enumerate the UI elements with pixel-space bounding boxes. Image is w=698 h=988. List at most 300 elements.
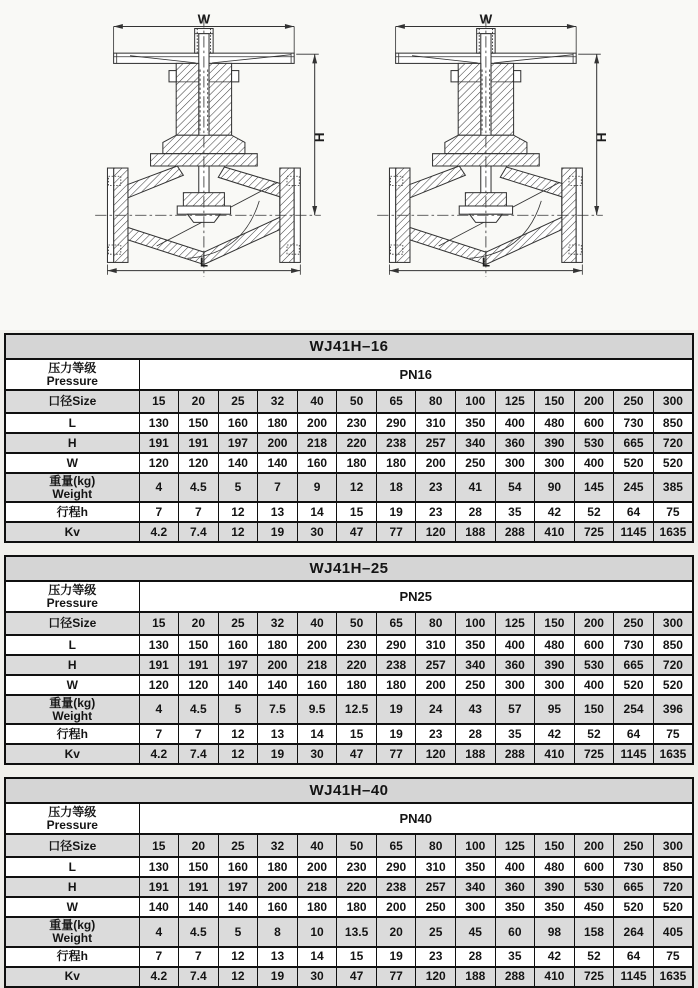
- spec-cell: 480: [535, 635, 575, 655]
- spec-cell: 300: [456, 897, 496, 917]
- spec-cell: 350: [495, 897, 535, 917]
- spec-cell: 140: [218, 897, 258, 917]
- spec-cell: 188: [456, 744, 496, 764]
- spec-row: [5, 724, 693, 744]
- spec-cell: 125: [495, 612, 535, 635]
- pressure-row: [5, 581, 693, 612]
- spec-cell: 160: [297, 675, 337, 695]
- spec-cell: 50: [337, 390, 377, 413]
- spec-cell: 158: [574, 917, 614, 946]
- spec-cell: 340: [456, 655, 496, 675]
- spec-cell: 28: [456, 947, 496, 967]
- spec-cell: 288: [495, 744, 535, 764]
- spec-cell: 180: [337, 897, 377, 917]
- spec-cell: 7: [179, 724, 219, 744]
- row-label: L: [5, 635, 139, 655]
- spec-cell: 150: [535, 390, 575, 413]
- spec-cell: 42: [535, 947, 575, 967]
- spec-cell: 360: [495, 433, 535, 453]
- spec-cell: 200: [258, 655, 298, 675]
- row-label: 口径Size: [5, 390, 139, 413]
- spec-cell: 65: [376, 834, 416, 857]
- spec-cell: 43: [456, 695, 496, 724]
- spec-cell: 191: [139, 877, 179, 897]
- spec-cell: 5: [218, 917, 258, 946]
- dimension-label-l: L: [481, 254, 490, 270]
- spec-cell: 350: [535, 897, 575, 917]
- spec-row: [5, 857, 693, 877]
- spec-row: [5, 413, 693, 433]
- spec-cell: 180: [297, 897, 337, 917]
- spec-cell: 200: [297, 635, 337, 655]
- spec-cell: 250: [456, 453, 496, 473]
- spec-cell: 4.5: [179, 473, 219, 502]
- spec-cell: 290: [376, 857, 416, 877]
- spec-cell: 257: [416, 433, 456, 453]
- pressure-value: PN16: [139, 359, 693, 390]
- spec-cell: 238: [376, 433, 416, 453]
- spec-cell: 9: [297, 473, 337, 502]
- spec-cell: 1635: [653, 967, 693, 987]
- spec-cell: 28: [456, 724, 496, 744]
- spec-cell: 15: [139, 612, 179, 635]
- spec-cell: 520: [653, 675, 693, 695]
- spec-cell: 80: [416, 612, 456, 635]
- table-title: WJ41H–40: [5, 778, 693, 803]
- spec-cell: 245: [614, 473, 654, 502]
- spec-cell: 850: [653, 857, 693, 877]
- spec-cell: 20: [376, 917, 416, 946]
- spec-cell: 32: [258, 390, 298, 413]
- spec-row: [5, 675, 693, 695]
- spec-cell: 12: [218, 522, 258, 542]
- row-label: 重量(kg) Weight: [5, 695, 139, 724]
- spec-cell: 77: [376, 967, 416, 987]
- spec-cell: 1145: [614, 744, 654, 764]
- spec-cell: 80: [416, 834, 456, 857]
- spec-cell: 850: [653, 413, 693, 433]
- spec-cell: 200: [574, 834, 614, 857]
- spec-cell: 405: [653, 917, 693, 946]
- spec-cell: 310: [416, 635, 456, 655]
- spec-tables-section: [0, 330, 698, 988]
- spec-cell: 4.5: [179, 695, 219, 724]
- spec-cell: 254: [614, 695, 654, 724]
- spec-row: [5, 877, 693, 897]
- spec-cell: 25: [218, 834, 258, 857]
- spec-cell: 140: [218, 453, 258, 473]
- spec-cell: 12: [218, 967, 258, 987]
- spec-cell: 120: [179, 453, 219, 473]
- spec-cell: 160: [218, 635, 258, 655]
- spec-row: [5, 612, 693, 635]
- pressure-row: [5, 359, 693, 390]
- spec-cell: 264: [614, 917, 654, 946]
- spec-cell: 120: [139, 675, 179, 695]
- spec-cell: 288: [495, 522, 535, 542]
- spec-cell: 191: [179, 877, 219, 897]
- spec-cell: 7.5: [258, 695, 298, 724]
- spec-cell: 725: [574, 522, 614, 542]
- pressure-value: PN25: [139, 581, 693, 612]
- spec-cell: 290: [376, 635, 416, 655]
- spec-cell: 410: [535, 744, 575, 764]
- table-title: WJ41H–16: [5, 334, 693, 359]
- spec-cell: 32: [258, 612, 298, 635]
- spec-cell: 23: [416, 947, 456, 967]
- spec-row: [5, 453, 693, 473]
- spec-cell: 150: [179, 857, 219, 877]
- spec-cell: 1635: [653, 522, 693, 542]
- spec-cell: 7.4: [179, 744, 219, 764]
- spec-row: [5, 390, 693, 413]
- spec-cell: 238: [376, 655, 416, 675]
- spec-cell: 200: [416, 675, 456, 695]
- spec-cell: 125: [495, 834, 535, 857]
- spec-cell: 7.4: [179, 522, 219, 542]
- spec-cell: 520: [614, 675, 654, 695]
- spec-cell: 180: [337, 675, 377, 695]
- spec-cell: 480: [535, 857, 575, 877]
- spec-cell: 200: [258, 433, 298, 453]
- spec-cell: 13.5: [337, 917, 377, 946]
- spec-cell: 530: [574, 433, 614, 453]
- spec-cell: 220: [337, 433, 377, 453]
- spec-cell: 450: [574, 897, 614, 917]
- spec-cell: 350: [456, 413, 496, 433]
- spec-cell: 197: [218, 433, 258, 453]
- spec-cell: 52: [574, 502, 614, 522]
- spec-row: [5, 744, 693, 764]
- spec-cell: 340: [456, 433, 496, 453]
- spec-cell: 200: [416, 453, 456, 473]
- spec-row: [5, 502, 693, 522]
- pressure-value: PN40: [139, 803, 693, 834]
- spec-cell: 90: [535, 473, 575, 502]
- spec-cell: 30: [297, 967, 337, 987]
- pressure-label: 压力等级 Pressure: [5, 581, 139, 612]
- spec-cell: 98: [535, 917, 575, 946]
- spec-cell: 665: [614, 655, 654, 675]
- globe-valve-cross-section: [371, 12, 609, 281]
- spec-cell: 200: [376, 897, 416, 917]
- spec-cell: 42: [535, 724, 575, 744]
- spec-cell: 530: [574, 877, 614, 897]
- spec-cell: 220: [337, 655, 377, 675]
- dimension-label-h: H: [311, 132, 327, 143]
- spec-cell: 7: [179, 502, 219, 522]
- spec-row: [5, 635, 693, 655]
- spec-cell: 20: [179, 390, 219, 413]
- spec-cell: 40: [297, 834, 337, 857]
- spec-cell: 32: [258, 834, 298, 857]
- spec-cell: 41: [456, 473, 496, 502]
- spec-cell: 25: [218, 390, 258, 413]
- row-label: W: [5, 897, 139, 917]
- spec-cell: 7: [179, 947, 219, 967]
- spec-cell: 150: [574, 695, 614, 724]
- row-label: H: [5, 877, 139, 897]
- spec-cell: 65: [376, 390, 416, 413]
- spec-cell: 160: [258, 897, 298, 917]
- valve-drawings-section: [0, 0, 698, 330]
- row-label: W: [5, 453, 139, 473]
- spec-cell: 19: [376, 947, 416, 967]
- spec-cell: 35: [495, 502, 535, 522]
- spec-cell: 140: [258, 675, 298, 695]
- spec-cell: 100: [456, 390, 496, 413]
- spec-cell: 12: [218, 947, 258, 967]
- spec-cell: 300: [653, 612, 693, 635]
- spec-cell: 54: [495, 473, 535, 502]
- spec-cell: 13: [258, 947, 298, 967]
- spec-cell: 140: [179, 897, 219, 917]
- spec-cell: 19: [258, 744, 298, 764]
- spec-cell: 4.5: [179, 917, 219, 946]
- spec-cell: 52: [574, 724, 614, 744]
- spec-cell: 12.5: [337, 695, 377, 724]
- spec-cell: 160: [218, 857, 258, 877]
- spec-cell: 14: [297, 947, 337, 967]
- table-title-row: [5, 334, 693, 359]
- spec-cell: 257: [416, 877, 456, 897]
- spec-cell: 7.4: [179, 967, 219, 987]
- spec-cell: 730: [614, 635, 654, 655]
- spec-cell: 200: [574, 390, 614, 413]
- spec-cell: 23: [416, 473, 456, 502]
- spec-cell: 238: [376, 877, 416, 897]
- spec-cell: 400: [495, 857, 535, 877]
- spec-cell: 200: [574, 612, 614, 635]
- spec-cell: 13: [258, 724, 298, 744]
- spec-cell: 191: [139, 433, 179, 453]
- spec-cell: 150: [535, 612, 575, 635]
- spec-row: [5, 695, 693, 724]
- row-label: 重量(kg) Weight: [5, 917, 139, 946]
- spec-row: [5, 897, 693, 917]
- spec-cell: 218: [297, 433, 337, 453]
- spec-cell: 340: [456, 877, 496, 897]
- spec-cell: 400: [495, 635, 535, 655]
- spec-cell: 4.2: [139, 967, 179, 987]
- spec-cell: 120: [179, 675, 219, 695]
- spec-table: [4, 777, 694, 987]
- spec-row: [5, 967, 693, 987]
- spec-cell: 52: [574, 947, 614, 967]
- spec-cell: 4.2: [139, 744, 179, 764]
- spec-cell: 200: [297, 857, 337, 877]
- spec-cell: 300: [495, 675, 535, 695]
- spec-cell: 23: [416, 724, 456, 744]
- table-title-row: [5, 556, 693, 581]
- spec-cell: 5: [218, 473, 258, 502]
- spec-cell: 160: [297, 453, 337, 473]
- row-label: Kv: [5, 744, 139, 764]
- spec-cell: 19: [376, 502, 416, 522]
- dimension-label-h: H: [593, 132, 609, 143]
- spec-cell: 250: [614, 834, 654, 857]
- row-label: 重量(kg) Weight: [5, 473, 139, 502]
- spec-cell: 12: [337, 473, 377, 502]
- spec-cell: 15: [139, 390, 179, 413]
- spec-cell: 14: [297, 724, 337, 744]
- spec-cell: 410: [535, 967, 575, 987]
- spec-cell: 160: [218, 413, 258, 433]
- spec-cell: 390: [535, 655, 575, 675]
- spec-cell: 725: [574, 744, 614, 764]
- spec-cell: 725: [574, 967, 614, 987]
- spec-cell: 95: [535, 695, 575, 724]
- row-label: L: [5, 857, 139, 877]
- spec-cell: 218: [297, 877, 337, 897]
- row-label: 口径Size: [5, 834, 139, 857]
- pressure-label: 压力等级 Pressure: [5, 359, 139, 390]
- spec-cell: 180: [376, 453, 416, 473]
- spec-cell: 197: [218, 877, 258, 897]
- spec-cell: 64: [614, 502, 654, 522]
- spec-cell: 9.5: [297, 695, 337, 724]
- spec-cell: 180: [258, 857, 298, 877]
- dimension-label-w: W: [479, 11, 493, 27]
- spec-cell: 180: [258, 413, 298, 433]
- spec-cell: 188: [456, 522, 496, 542]
- spec-cell: 19: [376, 724, 416, 744]
- spec-cell: 520: [614, 897, 654, 917]
- spec-cell: 390: [535, 433, 575, 453]
- spec-cell: 480: [535, 413, 575, 433]
- spec-cell: 1145: [614, 967, 654, 987]
- spec-cell: 10: [297, 917, 337, 946]
- spec-cell: 300: [535, 675, 575, 695]
- spec-cell: 4: [139, 695, 179, 724]
- spec-cell: 13: [258, 502, 298, 522]
- spec-cell: 12: [218, 724, 258, 744]
- spec-cell: 42: [535, 502, 575, 522]
- spec-cell: 665: [614, 877, 654, 897]
- row-label: 行程h: [5, 947, 139, 967]
- spec-cell: 28: [456, 502, 496, 522]
- spec-row: [5, 522, 693, 542]
- spec-cell: 1635: [653, 744, 693, 764]
- spec-row: [5, 433, 693, 453]
- spec-row: [5, 947, 693, 967]
- spec-cell: 600: [574, 857, 614, 877]
- spec-cell: 400: [574, 453, 614, 473]
- spec-cell: 64: [614, 724, 654, 744]
- spec-cell: 290: [376, 413, 416, 433]
- spec-cell: 19: [258, 967, 298, 987]
- spec-cell: 180: [337, 453, 377, 473]
- spec-cell: 15: [139, 834, 179, 857]
- spec-cell: 130: [139, 857, 179, 877]
- spec-cell: 1145: [614, 522, 654, 542]
- spec-row: [5, 834, 693, 857]
- spec-cell: 250: [456, 675, 496, 695]
- spec-cell: 250: [416, 897, 456, 917]
- spec-cell: 8: [258, 917, 298, 946]
- spec-cell: 5: [218, 695, 258, 724]
- row-label: 行程h: [5, 724, 139, 744]
- spec-cell: 665: [614, 433, 654, 453]
- spec-cell: 47: [337, 522, 377, 542]
- spec-cell: 520: [653, 897, 693, 917]
- spec-cell: 720: [653, 655, 693, 675]
- spec-table: [4, 555, 694, 765]
- row-label: Kv: [5, 967, 139, 987]
- spec-cell: 4: [139, 917, 179, 946]
- globe-valve-cross-section: [89, 12, 327, 281]
- pressure-label: 压力等级 Pressure: [5, 803, 139, 834]
- spec-cell: 310: [416, 857, 456, 877]
- spec-cell: 35: [495, 724, 535, 744]
- dimension-label-w: W: [197, 11, 211, 27]
- spec-cell: 20: [179, 834, 219, 857]
- spec-cell: 230: [337, 635, 377, 655]
- spec-cell: 288: [495, 967, 535, 987]
- spec-cell: 400: [574, 675, 614, 695]
- spec-cell: 15: [337, 947, 377, 967]
- spec-cell: 7: [139, 502, 179, 522]
- spec-cell: 200: [297, 413, 337, 433]
- spec-cell: 130: [139, 413, 179, 433]
- spec-cell: 230: [337, 413, 377, 433]
- spec-cell: 730: [614, 857, 654, 877]
- spec-cell: 12: [218, 744, 258, 764]
- spec-cell: 65: [376, 612, 416, 635]
- spec-cell: 150: [179, 635, 219, 655]
- spec-cell: 200: [258, 877, 298, 897]
- spec-cell: 18: [376, 473, 416, 502]
- spec-cell: 600: [574, 413, 614, 433]
- spec-cell: 20: [179, 612, 219, 635]
- row-label: L: [5, 413, 139, 433]
- spec-cell: 300: [495, 453, 535, 473]
- spec-cell: 410: [535, 522, 575, 542]
- spec-cell: 850: [653, 635, 693, 655]
- spec-cell: 150: [179, 413, 219, 433]
- spec-cell: 7: [258, 473, 298, 502]
- table-title: WJ41H–25: [5, 556, 693, 581]
- spec-cell: 77: [376, 522, 416, 542]
- spec-cell: 390: [535, 877, 575, 897]
- pressure-row: [5, 803, 693, 834]
- spec-cell: 140: [258, 453, 298, 473]
- spec-cell: 191: [179, 433, 219, 453]
- spec-cell: 350: [456, 635, 496, 655]
- spec-cell: 150: [535, 834, 575, 857]
- spec-cell: 360: [495, 877, 535, 897]
- spec-cell: 197: [218, 655, 258, 675]
- spec-row: [5, 655, 693, 675]
- spec-cell: 77: [376, 744, 416, 764]
- spec-cell: 40: [297, 390, 337, 413]
- table-title-row: [5, 778, 693, 803]
- spec-cell: 75: [653, 724, 693, 744]
- spec-cell: 19: [258, 522, 298, 542]
- spec-cell: 7: [139, 724, 179, 744]
- spec-cell: 140: [139, 897, 179, 917]
- spec-cell: 12: [218, 502, 258, 522]
- spec-cell: 40: [297, 612, 337, 635]
- spec-cell: 125: [495, 390, 535, 413]
- spec-cell: 300: [653, 390, 693, 413]
- spec-cell: 15: [337, 724, 377, 744]
- spec-cell: 220: [337, 877, 377, 897]
- spec-cell: 720: [653, 433, 693, 453]
- row-label: H: [5, 433, 139, 453]
- spec-cell: 130: [139, 635, 179, 655]
- spec-cell: 14: [297, 502, 337, 522]
